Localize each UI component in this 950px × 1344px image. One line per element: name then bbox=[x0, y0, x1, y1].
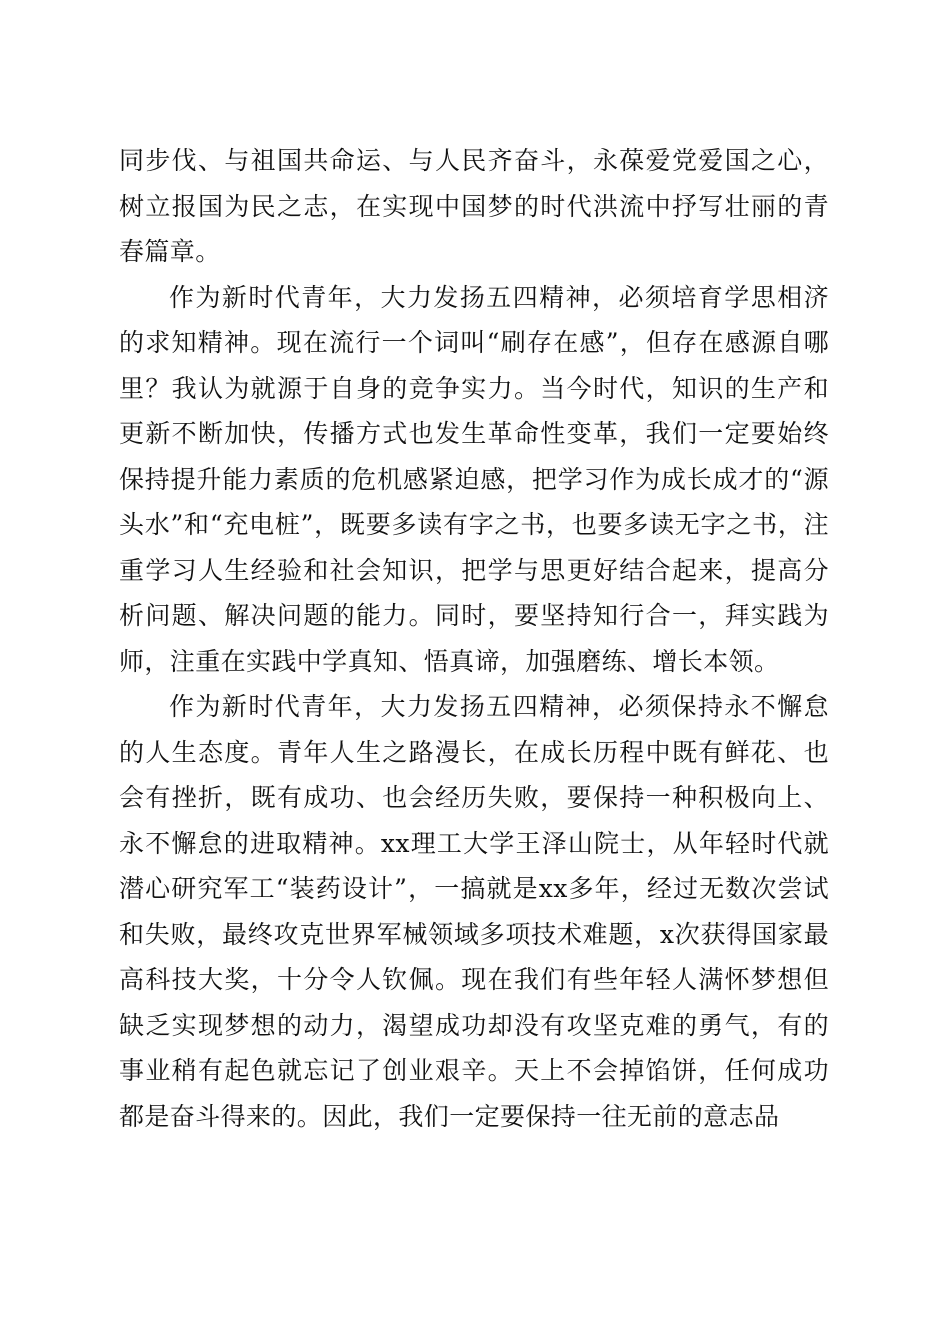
paragraph-learning-spirit: 作为新时代青年，大力发扬五四精神，必须培育学思相济的求知精神。现在流行一个词叫“刷存在感”，但存在感源自哪里？我认为就源于自身的竞争实力。当今时代，知识的生产和更新不断加快，传播方式也发生革命性变革，我们一定要始终保持提升能力素质的危机感紧迫感，把学习作为成长成才的“源头水”和“充电桩”，既要多读有字之书，也要多读无字之书，注重学习人生经验和社会知识，把学与思更好结合起来，提高分析问题、解决问题的能力。同时，要坚持知行合一，拜实践为师，注重在实践中学真知、悟真谛，加强磨练、增长本领。 bbox=[119, 282, 829, 676]
paragraph-continuation: 同步伐、与祖国共命运、与人民齐奋斗，永葆爱党爱国之心，树立报国为民之志，在实现中国梦的时代洪流中抒写壮丽的青春篇章。 bbox=[119, 146, 829, 266]
body-text bbox=[119, 138, 829, 1139]
paragraph-tireless-attitude: 作为新时代青年，大力发扬五四精神，必须保持永不懈怠的人生态度。青年人生之路漫长，在成长历程中既有鲜花、也会有挫折，既有成功、也会经历失败，要保持一种积极向上、永不懈怠的进取精神。xx理工大学王泽山院士，从年轻时代就潜心研究军工“装药设计”，一搞就是xx多年，经过无数次尝试和失败，最终攻克世界军械领域多项技术难题，x次获得国家最高科技大奖，十分令人钦佩。现在我们有些年轻人满怀梦想但缺乏实现梦想的动力，渴望成功却没有攻坚克难的勇气，有的事业稍有起色就忘记了创业艰辛。天上不会掉馅饼，任何成功都是奋斗得来的。因此，我们一定要保持一往无前的意志品 bbox=[119, 692, 829, 1131]
